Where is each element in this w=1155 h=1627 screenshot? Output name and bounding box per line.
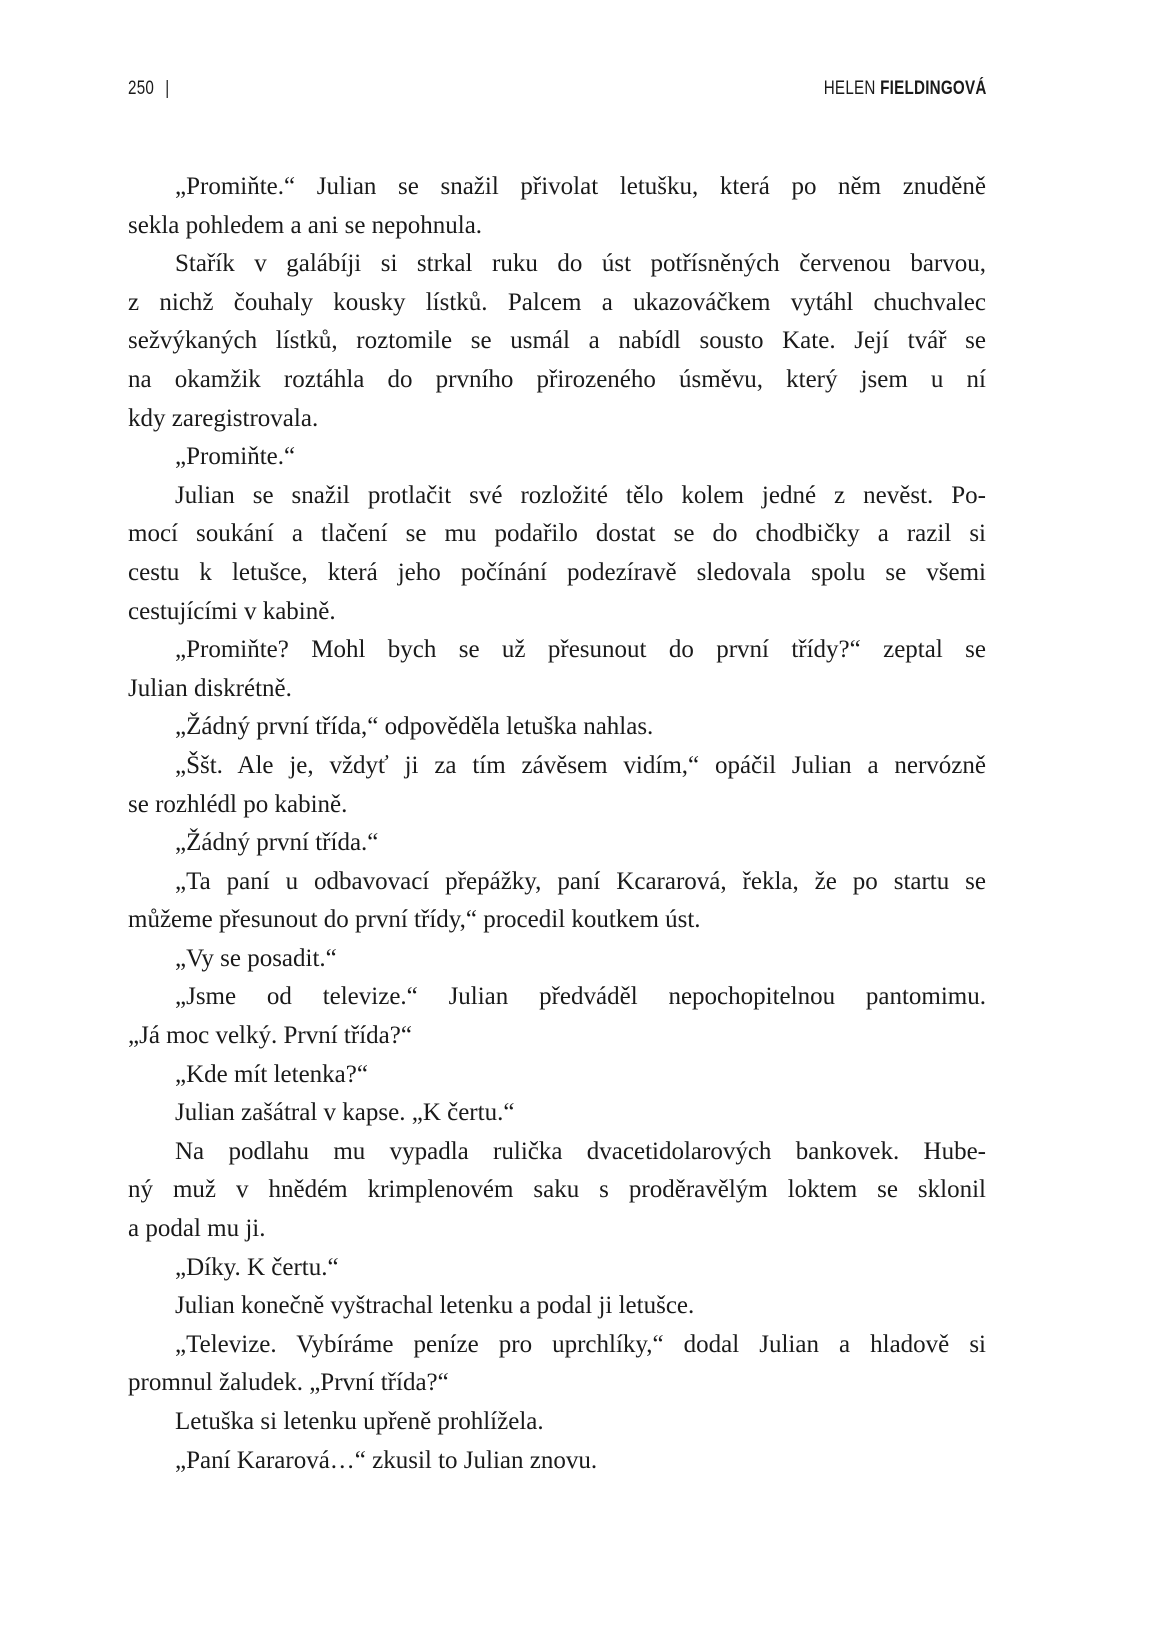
text-line: Julian zašátral v kapse. „K čertu.“	[175, 1099, 515, 1127]
text-line: „Promiňte.“	[175, 443, 296, 471]
text-line: Julian se snažil protlačit své rozložité tělo kolem jedné z nevěst. Po-	[175, 481, 986, 509]
text-line: „Paní Kararová…“ zkusil to Julian znovu.	[175, 1446, 598, 1474]
page-number: 250	[128, 78, 155, 99]
text-line: Na podlahu mu vypadla rulička dvacetidolarových bankovek. Hube-	[175, 1137, 986, 1165]
text-line: ný muž v hnědém krimplenovém saku s proděravělým loktem se sklonil	[128, 1176, 986, 1204]
text-line: sežvýkaných lístků, roztomile se usmál a nabídl sousto Kate. Její tvář se	[128, 327, 986, 355]
text-line: cestujícími v kabině.	[128, 597, 336, 625]
text-line: „Žádný první třída,“ odpověděla letuška nahlas.	[175, 713, 654, 741]
running-header-left	[128, 78, 169, 100]
text-line: na okamžik roztáhla do prvního přirozeného úsměvu, který jsem u ní	[128, 365, 986, 393]
text-line: Letuška si letenku upřeně prohlížela.	[175, 1408, 544, 1435]
text-line: „Ššt. Ale je, vždyť ji za tím závěsem vidím,“ opáčil Julian a nervózně	[175, 751, 986, 779]
text-line: cestu k letušce, která jeho počínání podezíravě sledovala spolu se všemi	[128, 558, 986, 586]
text-line: z nichž čouhaly kousky lístků. Palcem a ukazováčkem vytáhl chuchvalec	[128, 288, 986, 316]
text-line: sekla pohledem a ani se nepohnula.	[128, 211, 483, 239]
text-line: mocí soukání a tlačení se mu podařilo dostat se do chodbičky a razil si	[128, 520, 986, 548]
text-line: „Ta paní u odbavovací přepážky, paní Kcararová, řekla, že po startu se	[175, 867, 986, 895]
text-line: „Žádný první třída.“	[175, 829, 379, 857]
text-line: Stařík v galábíji si strkal ruku do úst potřísněných červenou barvou,	[175, 250, 986, 278]
text-line: se rozhlédl po kabině.	[128, 790, 348, 818]
text-line: „Kde mít letenka?“	[175, 1060, 368, 1088]
text-line: „Díky. K čertu.“	[175, 1253, 339, 1281]
author-first-name: HELEN	[824, 78, 877, 99]
header-separator: |	[165, 78, 170, 99]
text-line: kdy zaregistrovala.	[128, 404, 319, 432]
text-line: Julian konečně vyštrachal letenku a podal ji letušce.	[175, 1292, 695, 1320]
text-line: „Promiňte.“ Julian se snažil přivolat letušku, která po něm znuděně	[175, 173, 986, 200]
author-last-name: FIELDINGOVÁ	[880, 78, 987, 99]
body-text	[128, 168, 986, 1480]
running-header-author	[824, 78, 987, 100]
text-line: „Jsme od televize.“ Julian předváděl nepochopitelnou pantomimu.	[175, 983, 986, 1011]
text-line: můžeme přesunout do první třídy,“ procedil koutkem úst.	[128, 906, 701, 934]
text-line: „Promiňte? Mohl bych se už přesunout do první třídy?“ zeptal se	[175, 636, 986, 664]
text-line: „Já moc velký. První třída?“	[128, 1022, 412, 1050]
text-line: „Televize. Vybíráme peníze pro uprchlíky,“ dodal Julian a hladově si	[175, 1330, 986, 1358]
text-line: „Vy se posadit.“	[175, 944, 337, 972]
text-line: Julian diskrétně.	[128, 674, 292, 702]
text-line: a podal mu ji.	[128, 1215, 266, 1243]
text-line: promnul žaludek. „První třída?“	[128, 1369, 449, 1397]
